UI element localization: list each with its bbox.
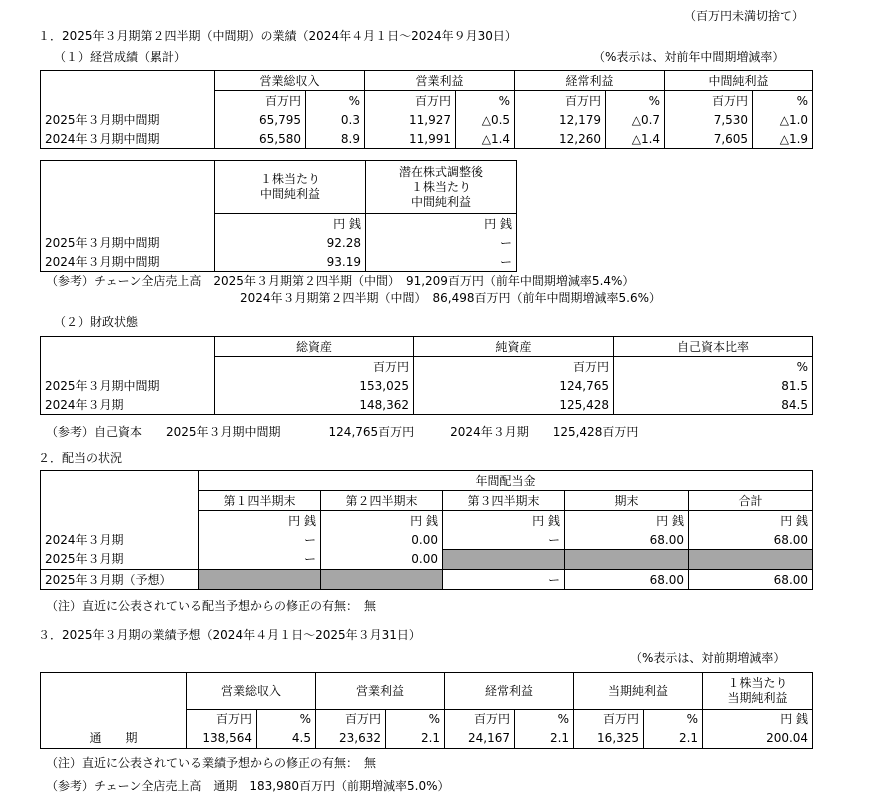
data-cell: ー (443, 570, 565, 590)
row-label: 2024年３月期 (41, 530, 199, 550)
eps-table (40, 160, 517, 272)
header-eps-line1: １株当たり (259, 172, 320, 186)
unit-cell: 円 銭 (215, 214, 366, 234)
header-eps (703, 673, 813, 710)
header-eps-line2: 中間純利益 (259, 187, 320, 201)
data-cell: ー (199, 550, 321, 570)
data-cell: ー (366, 233, 517, 252)
header-blank (41, 673, 187, 710)
row-label: 通 期 (41, 729, 187, 749)
shaded-cell (565, 550, 689, 570)
data-cell: 12,260 (515, 129, 606, 149)
header-total-assets: 総資産 (215, 337, 414, 357)
header-net-income: 中間純利益 (665, 71, 813, 91)
row-label: 2025年３月期 (41, 550, 199, 570)
data-cell: 2.1 (644, 729, 703, 749)
unit-blank (41, 511, 199, 531)
section1-title: １．2025年３月期第２四半期（中間期）の業績（2024年４月１日～2024年９月30日） (38, 29, 517, 43)
unit-cell: 百万円 (515, 91, 606, 111)
data-cell: 11,991 (365, 129, 456, 149)
unit-cell: % (257, 709, 316, 729)
header-revenue: 営業総収入 (215, 71, 365, 91)
unit-cell: 円 銭 (199, 511, 321, 531)
unit-cell: 百万円 (215, 91, 306, 111)
header-ordinary-income: 経常利益 (445, 673, 574, 710)
data-cell: 7,605 (665, 129, 753, 149)
row-label: 2025年３月期中間期 (41, 110, 215, 129)
unit-cell: 百万円 (665, 91, 753, 111)
header-blank (41, 71, 215, 91)
unit-note: （百万円未満切捨て） (684, 9, 805, 23)
dividends-table (40, 470, 813, 590)
table-row (41, 550, 813, 570)
header-eps-line2: 当期純利益 (727, 690, 788, 705)
unit-cell: % (606, 91, 665, 111)
header-blank (41, 491, 199, 511)
data-cell: 12,179 (515, 110, 606, 129)
unit-cell: % (614, 357, 813, 377)
unit-cell: 円 銭 (689, 511, 813, 531)
data-cell: 84.5 (614, 395, 813, 415)
header-annual-dividend: 年間配当金 (199, 471, 813, 491)
data-cell: 93.19 (215, 252, 366, 272)
data-cell: △1.4 (606, 129, 665, 149)
dividends-title: ２．配当の状況 (38, 451, 123, 465)
unit-cell: 百万円 (414, 357, 614, 377)
unit-blank (41, 709, 187, 729)
header-eps-line1: １株当たり (727, 675, 788, 690)
data-cell: 153,025 (215, 376, 414, 395)
unit-blank (41, 214, 215, 234)
shaded-cell (199, 570, 321, 590)
data-cell: 138,564 (187, 729, 257, 749)
forecast-title: ３．2025年３月期の業績予想（2024年４月１日～2025年３月31日） (38, 628, 421, 642)
table-row (41, 376, 813, 395)
data-cell: 0.00 (321, 530, 443, 550)
header-q3: 第３四半期末 (443, 491, 565, 511)
forecast-percent-note: （%表示は、対前期増減率） (630, 651, 786, 665)
data-cell: 11,927 (365, 110, 456, 129)
header-year-end: 期末 (565, 491, 689, 511)
header-ordinary-income: 経常利益 (515, 71, 665, 91)
header-total: 合計 (689, 491, 813, 511)
unit-cell: % (753, 91, 813, 111)
row-label: 2024年３月期中間期 (41, 252, 215, 272)
row-label: 2024年３月期中間期 (41, 129, 215, 149)
header-eps (215, 161, 366, 214)
forecast-table (40, 672, 813, 749)
data-cell: 200.04 (703, 729, 813, 749)
data-cell: 23,632 (316, 729, 386, 749)
header-net-income: 当期純利益 (574, 673, 703, 710)
unit-cell: 円 銭 (366, 214, 517, 234)
data-cell: 68.00 (689, 530, 813, 550)
data-cell: 2.1 (386, 729, 445, 749)
unit-cell: 円 銭 (443, 511, 565, 531)
unit-cell: 円 銭 (565, 511, 689, 531)
operating-results-table (40, 70, 813, 149)
data-cell: 65,580 (215, 129, 306, 149)
unit-cell: 円 銭 (321, 511, 443, 531)
header-equity-ratio: 自己資本比率 (614, 337, 813, 357)
data-cell: 2.1 (515, 729, 574, 749)
data-cell: △0.5 (456, 110, 515, 129)
data-cell: 68.00 (565, 570, 689, 590)
data-cell: 0.3 (306, 110, 365, 129)
header-operating-income: 営業利益 (316, 673, 445, 710)
unit-blank (41, 91, 215, 111)
data-cell: 124,765 (414, 376, 614, 395)
data-cell: 7,530 (665, 110, 753, 129)
unit-cell: % (456, 91, 515, 111)
data-cell: ー (366, 252, 517, 272)
financial-position-subtitle: （２）財政状態 (54, 315, 139, 329)
table-row (41, 530, 813, 550)
data-cell: 4.5 (257, 729, 316, 749)
header-blank (41, 337, 215, 357)
table-row (41, 395, 813, 415)
data-cell: 148,362 (215, 395, 414, 415)
forecast-revision-note: （注）直近に公表されている業績予想からの修正の有無： 無 (46, 756, 377, 770)
header-revenue: 営業総収入 (187, 673, 316, 710)
data-cell: 0.00 (321, 550, 443, 570)
operating-results-subtitle: （１）経営成績（累計） (54, 50, 187, 64)
chain-sales-reference: （参考）チェーン全店売上高 2025年３月期第２四半期（中間） 91,209百万円（前年中間期増減率5.4%） (46, 274, 635, 288)
data-cell: 8.9 (306, 129, 365, 149)
unit-cell: % (515, 709, 574, 729)
data-cell: 24,167 (445, 729, 515, 749)
data-cell: 125,428 (414, 395, 614, 415)
table-row (41, 110, 813, 129)
unit-cell: 円 銭 (703, 709, 813, 729)
table-row (41, 233, 517, 252)
table-row (41, 129, 813, 149)
row-label: 2025年３月期中間期 (41, 233, 215, 252)
table-row (41, 729, 813, 749)
forecast-chain-sales-reference: （参考）チェーン全店売上高 通期 183,980百万円（前期増減率5.0%） (46, 779, 450, 793)
unit-cell: 百万円 (445, 709, 515, 729)
data-cell: 68.00 (689, 570, 813, 590)
data-cell: △1.0 (753, 110, 813, 129)
table-row (41, 570, 813, 590)
row-label: 2025年３月期（予想） (41, 570, 199, 590)
percent-note: （%表示は、対前年中間期増減率） (593, 50, 785, 64)
data-cell: △0.7 (606, 110, 665, 129)
header-diluted-line3: 中間純利益 (410, 194, 471, 209)
data-cell: 81.5 (614, 376, 813, 395)
unit-cell: % (306, 91, 365, 111)
dividend-revision-note: （注）直近に公表されている配当予想からの修正の有無： 無 (46, 599, 377, 613)
unit-cell: 百万円 (316, 709, 386, 729)
header-operating-income: 営業利益 (365, 71, 515, 91)
chain-sales-reference-prior: 2024年３月期第２四半期（中間） 86,498百万円（前年中間期増減率5.6%） (240, 291, 662, 305)
header-blank (41, 161, 215, 214)
data-cell: 65,795 (215, 110, 306, 129)
unit-cell: % (386, 709, 445, 729)
unit-cell: 百万円 (187, 709, 257, 729)
data-cell: 68.00 (565, 530, 689, 550)
row-label: 2024年３月期 (41, 395, 215, 415)
shaded-cell (689, 550, 813, 570)
data-cell: ー (199, 530, 321, 550)
shaded-cell (321, 570, 443, 590)
table-row (41, 252, 517, 272)
header-q1: 第１四半期末 (199, 491, 321, 511)
data-cell: △1.4 (456, 129, 515, 149)
header-diluted-line1: 潜在株式調整後 (398, 164, 483, 179)
shaded-cell (443, 550, 565, 570)
data-cell: △1.9 (753, 129, 813, 149)
unit-cell: 百万円 (574, 709, 644, 729)
header-diluted-eps (366, 161, 517, 214)
unit-cell: 百万円 (365, 91, 456, 111)
row-label: 2025年３月期中間期 (41, 376, 215, 395)
unit-blank (41, 357, 215, 377)
header-net-assets: 純資産 (414, 337, 614, 357)
header-blank (41, 471, 199, 491)
data-cell: 16,325 (574, 729, 644, 749)
header-q2: 第２四半期末 (321, 491, 443, 511)
equity-reference: （参考）自己資本 2025年３月期中間期 124,765百万円 2024年３月期 125,428百万円 (46, 425, 639, 439)
data-cell: 92.28 (215, 233, 366, 252)
unit-cell: % (644, 709, 703, 729)
financial-position-table (40, 336, 813, 415)
header-diluted-line2: １株当たり (410, 179, 471, 194)
unit-cell: 百万円 (215, 357, 414, 377)
data-cell: ー (443, 530, 565, 550)
